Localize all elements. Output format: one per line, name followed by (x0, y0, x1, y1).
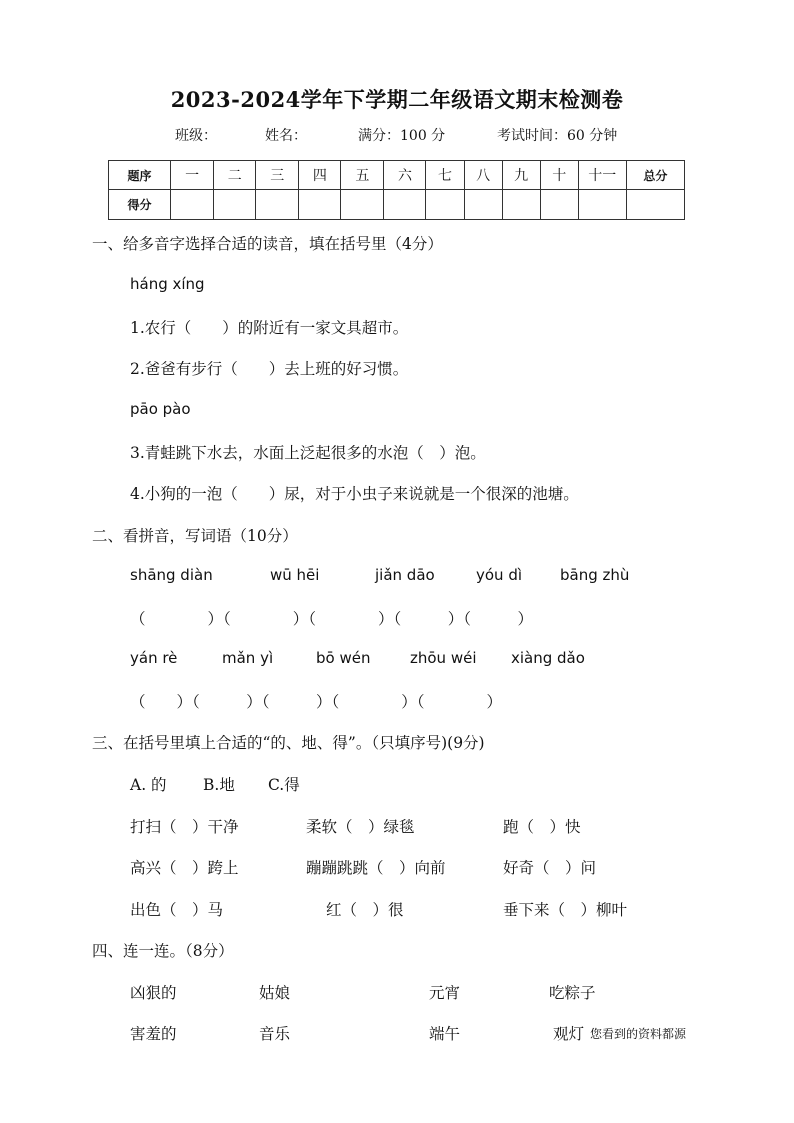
answer-brackets-row1: （ ）（ ）（ ）（ ）（ ） (130, 610, 534, 628)
score-total-label: 总分 (626, 161, 684, 190)
score-col-7: 七 (426, 161, 464, 190)
section1-question-1: 1.农行（ ）的附近有一家文具超市。 (130, 319, 409, 337)
section1-question-3: 3.青蛙跳下水去，水面上泛起很多的水泡（ ）泡。 (130, 444, 486, 462)
option-c: C.得 (268, 776, 300, 794)
match-item: 害羞的 (130, 1025, 177, 1043)
fill-item: 跑（ ）快 (503, 818, 581, 836)
pinyin-item: zhōu wéi (410, 649, 477, 667)
score-cell[interactable] (214, 190, 256, 220)
score-cell[interactable] (464, 190, 502, 220)
score-col-5: 五 (341, 161, 384, 190)
score-cell-total[interactable] (626, 190, 684, 220)
section1-pinyin-b: pāo pào (130, 400, 191, 418)
pinyin-item: mǎn yì (222, 649, 274, 667)
section2-heading: 二、看拼音，写词语（10分） (92, 527, 298, 545)
section1-question-4: 4.小狗的一泡（ ）尿，对于小虫子来说就是一个很深的池塘。 (130, 485, 579, 503)
section4-heading: 四、连一连。（8分） (92, 942, 234, 960)
score-cell[interactable] (578, 190, 626, 220)
option-b: B.地 (203, 776, 235, 794)
score-row-label: 得分 (109, 190, 171, 220)
score-cell[interactable] (384, 190, 426, 220)
exam-time: 考试时间：60 分钟 (497, 128, 618, 144)
score-col-9: 九 (502, 161, 540, 190)
fill-item: 打扫（ ）干净 (130, 818, 239, 836)
score-col-8: 八 (464, 161, 502, 190)
score-cell[interactable] (540, 190, 578, 220)
option-a: A. 的 (130, 776, 167, 794)
fill-item: 好奇（ ）问 (503, 859, 597, 877)
section1-pinyin-a: háng xíng (130, 275, 205, 293)
score-col-11: 十一 (578, 161, 626, 190)
score-cell[interactable] (426, 190, 464, 220)
pinyin-item: yán rè (130, 649, 178, 667)
score-table (108, 160, 685, 220)
fill-item: 蹦蹦跳跳（ ）向前 (306, 859, 446, 877)
match-item: 音乐 (259, 1025, 291, 1043)
pinyin-item: shāng diàn (130, 566, 213, 584)
pinyin-item: wū hēi (270, 566, 320, 584)
score-col-3: 三 (256, 161, 299, 190)
fill-item: 出色（ ）马 (130, 901, 224, 919)
name-label: 姓名： (265, 128, 307, 144)
match-item: 观灯 (553, 1025, 585, 1043)
score-col-10: 十 (540, 161, 578, 190)
score-cell[interactable] (256, 190, 299, 220)
section1-heading: 一、给多音字选择合适的读音，填在括号里（4分） (92, 235, 443, 253)
score-cell[interactable] (341, 190, 384, 220)
pinyin-item: bāng zhù (560, 566, 630, 584)
page-title: 2023-2024学年下学期二年级语文期末检测卷 (170, 87, 624, 112)
pinyin-item: xiàng dǎo (511, 649, 585, 667)
match-item: 端午 (429, 1025, 461, 1043)
match-item: 凶狠的 (130, 984, 177, 1002)
fill-item: 高兴（ ）跨上 (130, 859, 239, 877)
class-label: 班级： (175, 128, 217, 144)
score-col-1: 一 (171, 161, 214, 190)
section3-heading: 三、在括号里填上合适的“的、地、得”。（只填序号)(9分) (92, 734, 485, 752)
answer-brackets-row2: （ ）（ ）（ ）（ ）（ ） (130, 693, 503, 711)
score-col-2: 二 (214, 161, 256, 190)
score-cell[interactable] (171, 190, 214, 220)
score-col-4: 四 (299, 161, 341, 190)
match-item: 姑娘 (259, 984, 291, 1002)
pinyin-item: bō wén (316, 649, 371, 667)
section1-question-2: 2.爸爸有步行（ ）去上班的好习惯。 (130, 360, 409, 378)
fill-item: 柔软（ ）绿毯 (306, 818, 415, 836)
pinyin-item: jiǎn dāo (375, 566, 435, 584)
full-marks: 满分：100 分 (358, 128, 446, 144)
score-cell[interactable] (502, 190, 540, 220)
score-table-header-label: 题序 (109, 161, 171, 190)
fill-item: 红（ ）很 (326, 901, 404, 919)
match-item: 吃粽子 (549, 984, 596, 1002)
match-item: 元宵 (429, 984, 461, 1002)
score-col-6: 六 (384, 161, 426, 190)
pinyin-item: yóu dì (476, 566, 523, 584)
fill-item: 垂下来（ ）柳叶 (503, 901, 628, 919)
watermark-text: 您看到的资料都源 (590, 1027, 687, 1041)
score-cell[interactable] (299, 190, 341, 220)
